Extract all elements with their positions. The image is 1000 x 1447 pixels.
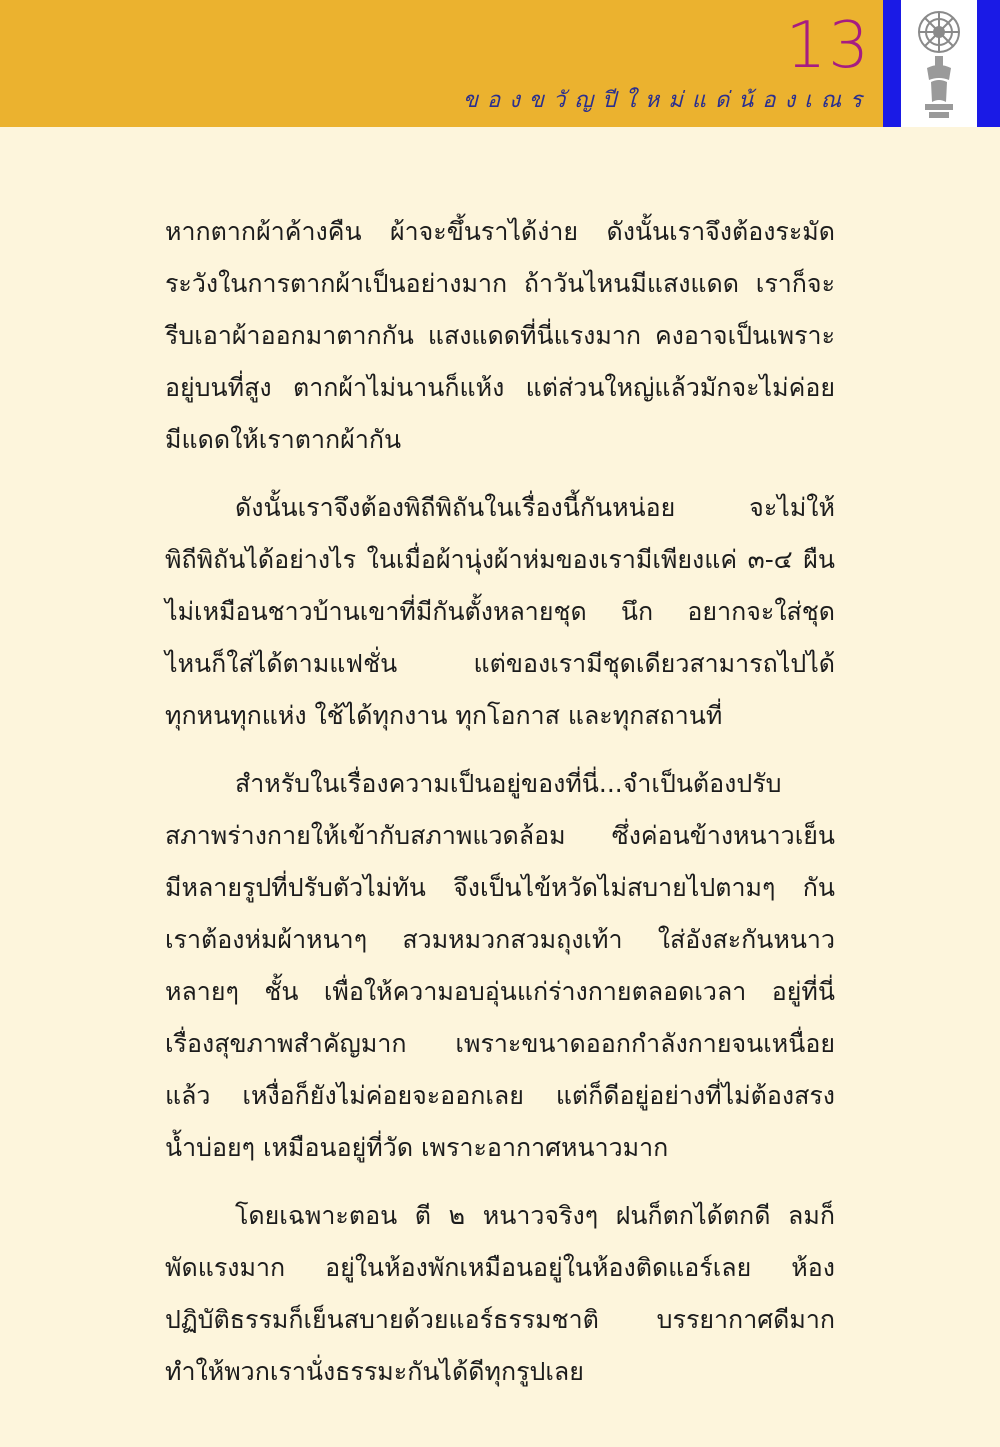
- text-line: พัดแรงมาก อยู่ในห้องพักเหมือนอยู่ในห้องติดแอร์เลย ห้อง: [165, 1253, 835, 1282]
- paragraph-1: [165, 206, 835, 466]
- text-line: ระวังในการตากผ้าเป็นอย่างมาก ถ้าวันไหนมีแสงแดด เราก็จะ: [165, 269, 835, 298]
- text-line: ทำให้พวกเรานั่งธรรมะกันได้ดีทุกรูปเลย: [165, 1357, 584, 1386]
- text-line: อยู่บนที่สูง ตากผ้าไม่นานก็แห้ง แต่ส่วนใหญ่แล้วมักจะไม่ค่อย: [165, 373, 835, 402]
- paragraph-4: [165, 1190, 835, 1398]
- text-line: พิถีพิถันได้อย่างไร ในเมื่อผ้านุ่งผ้าห่มของเรามีเพียงแค่ ๓-๔ ผืน: [165, 545, 835, 574]
- text-line: ทุกหนทุกแห่ง ใช้ได้ทุกงาน ทุกโอกาส และทุกสถานที่: [165, 701, 723, 730]
- header-band: [0, 0, 883, 127]
- text-line: รีบเอาผ้าออกมาตากกัน แสงแดดที่นี่แรงมาก คงอาจเป็นเพราะ: [165, 321, 835, 350]
- text-line: ไหนก็ใส่ได้ตามแฟชั่น แต่ของเรามีชุดเดียวสามารถไปได้: [165, 649, 835, 678]
- text-line: เราต้องห่มผ้าหนาๆ สวมหมวกสวมถุงเท้า ใส่อังสะกันหนาว: [165, 925, 835, 954]
- paragraph-3: [165, 758, 835, 1174]
- side-stripe-left: [883, 0, 901, 127]
- text-line: ไม่เหมือนชาวบ้านเขาที่มีกันตั้งหลายชุด นึก อยากจะใส่ชุด: [165, 597, 835, 626]
- text-line: น้ำบ่อยๆ เหมือนอยู่ที่วัด เพราะอากาศหนาวมาก: [165, 1133, 669, 1162]
- text-line: สำหรับในเรื่องความเป็นอยู่ของที่นี่...จำเป็นต้องปรับ: [235, 769, 782, 798]
- text-line: โดยเฉพาะตอน ตี ๒ หนาวจริงๆ ฝนก็ตกได้ตกดี ลมก็: [235, 1201, 835, 1230]
- paragraph-2: [165, 482, 835, 742]
- text-line: ดังนั้นเราจึงต้องพิถีพิถันในเรื่องนี้กันหน่อย จะไม่ให้: [235, 493, 835, 522]
- text-line: หากตากผ้าค้างคืน ผ้าจะขึ้นราได้ง่าย ดังนั้นเราจึงต้องระมัด: [165, 217, 835, 246]
- text-line: ปฏิบัติธรรมก็เย็นสบายด้วยแอร์ธรรมชาติ บรรยากาศดีมาก: [165, 1305, 835, 1334]
- text-line: แล้ว เหงื่อก็ยังไม่ค่อยจะออกเลย แต่ก็ดีอยู่อย่างที่ไม่ต้องสรง: [165, 1081, 835, 1110]
- text-line: มีแดดให้เราตากผ้ากัน: [165, 425, 402, 454]
- text-line: มีหลายรูปที่ปรับตัวไม่ทัน จึงเป็นไข้หวัดไม่สบายไปตามๆ กัน: [165, 873, 835, 902]
- book-title: ของขวัญปีใหม่แด่น้องเณร: [462, 88, 871, 113]
- text-line: หลายๆ ชั้น เพื่อให้ความอบอุ่นแก่ร่างกายตลอดเวลา อยู่ที่นี่: [165, 977, 835, 1006]
- page-number: 13: [785, 9, 871, 83]
- dharma-wheel-emblem-icon: [913, 6, 965, 122]
- text-line: สภาพร่างกายให้เข้ากับสภาพแวดล้อม ซึ่งค่อนข้างหนาวเย็น: [165, 821, 835, 850]
- body-text: [165, 206, 835, 1414]
- side-stripe-right: [977, 0, 1000, 127]
- text-line: เรื่องสุขภาพสำคัญมาก เพราะขนาดออกกำลังกายจนเหนื่อย: [165, 1029, 835, 1058]
